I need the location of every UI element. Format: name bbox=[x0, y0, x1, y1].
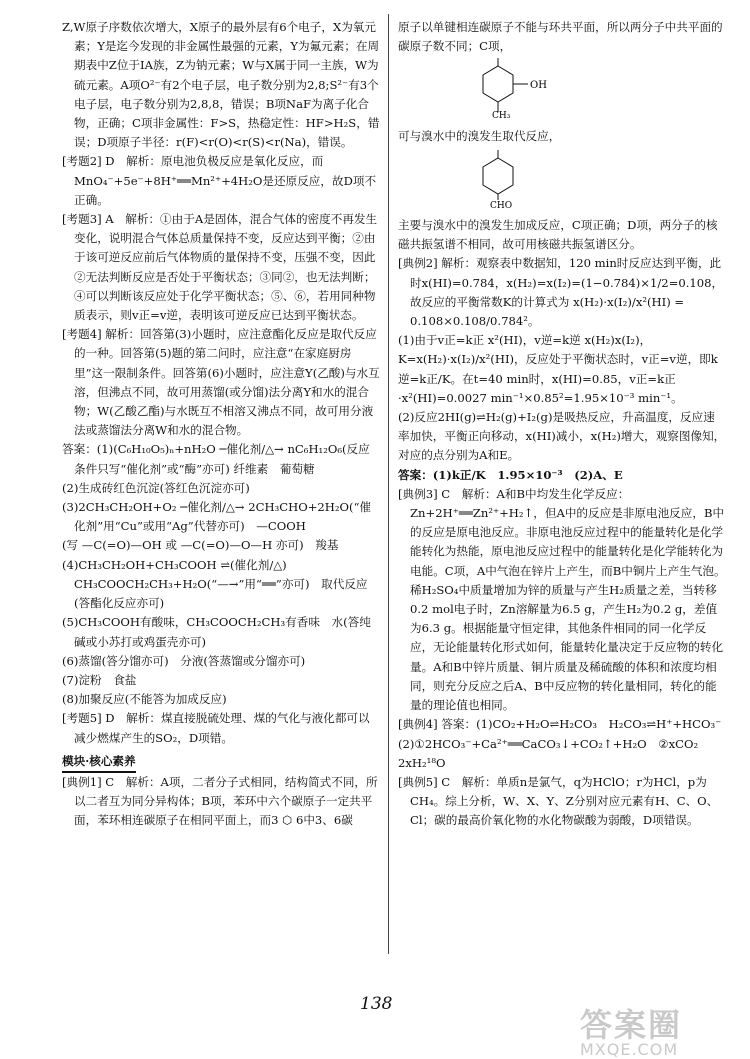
svg-text:OH: OH bbox=[530, 80, 547, 92]
right-column bbox=[398, 18, 726, 831]
example-1-thymol-text: 可与溴水中的溴发生取代反应， bbox=[398, 128, 561, 143]
answer-1: 答案：(1)(C₆H₁₀O₅)ₙ+nH₂O ─催化剂/△→ nC₆H₁₂O₆(反应条件只写“催化剂”或“酶”亦可) 纤维素 葡萄糖 bbox=[62, 442, 370, 476]
example-5: [典例5] C 解析：单质n是氯气，q为HClO；r为HCl，p为CH₄。综上分析，W、X、Y、Z分别对应元素有H、C、O、Cl；碳的最高价氧化物的水化物碳酸为弱酸，D项错误。 bbox=[398, 774, 719, 828]
exam-question-4: [考题4] 解析：回答第(3)小题时，应注意酯化反应是取代反应的一种。回答第(5)题的第二问时，应注意“在家庭厨房里”这一限制条件。回答第(6)小题时，应注意Y(乙酸)与水互溶，但沸点不同，故可用蒸馏(或分馏)法分离Y和水的混合物；W(乙酸乙酯)与水既互不相溶又沸点不同，故可用分液法或蒸馏法分离W和水的混合物。 bbox=[62, 327, 380, 438]
example-2-part-2: (2)反应2HI(g)⇌H₂(g)+I₂(g)是吸热反应，升高温度，反应速率加快，平衡正向移动，x(HI)减小，x(H₂)增大，观察图像知，对应的点分别为A和E。 bbox=[398, 410, 726, 463]
example-1-conclusion: 主要与溴水中的溴发生加成反应，C项正确；D项，两分子的核磁共振氢谱不相同，故可用核磁共振氢谱区分。 bbox=[398, 218, 718, 252]
example-1: [典例1] C 解析：A项，二者分子式相同，结构简式不同，所以二者互为同分异构体；B项，苯环中六个碳原子一定共平面，苯环相连碳原子在相同平面上，而3 ⬡ 6中3、6碳 bbox=[62, 774, 378, 828]
watermark-big-text: 答案圈 bbox=[580, 1006, 683, 1044]
column-divider bbox=[388, 14, 389, 954]
example-3: [典例3] C 解析：A和B中均发生化学反应：Zn+2H⁺══Zn²⁺+H₂↑，但A中的反应是非原电池反应，B中的反应是原电池反应。非原电池反应过程中的能量转化是化学能转化为热能，原电池反应过程中的能量转化是化学能转化为电能。C项，A中气泡在锌片上产生，而B中铜片上产生气泡。稀H₂SO₄中质量增加为锌的质量与产生H₂质量之差，当转移0.2 mol电子时，Zn溶解量为6.5 g，产生H₂为0.2 g，差值为6.3 g。根据能量守恒定律，其他条件相同的同一化学反应，无论能量转化形式如何，能量转化量决定于反应物的转化量。A和B中锌片质量、铜片质量及稀硫酸的体积和浓度均相同，则充分反应之后A、B中反应物的转化量相同，转化的能量的理论值也相同。 bbox=[398, 486, 726, 713]
answer-6: (6)蒸馏(答分馏亦可) 分液(答蒸馏或分馏亦可) bbox=[62, 653, 306, 668]
svg-text:CHO: CHO bbox=[490, 200, 513, 208]
svg-text:CH₃: CH₃ bbox=[492, 111, 511, 119]
molecule-thymol-structure bbox=[398, 58, 598, 118]
paragraph-element-analysis: Z,W原子序数依次增大，X原子的最外层有6个电子，X为氧元素；Y是迄今发现的非金属性最强的元素，Y为氟元素；在周期表中Z位于IA族，Z为钠元素；W与X属于同一主族，W为硫元素。A项O²⁻有2个电子层，电子数分别为2,8;S²⁻有3个电子层，电子数分别为2,8,8，错误；B项NaF为离子化合物，正确；C项非金属性：F>S，热稳定性：HF>H₂S，错误；D项原子半径：r(F)<r(O)<r(S)<r(Na)，错误。 bbox=[62, 20, 380, 150]
exam-question-5: [考题5] D 解析：煤直接脱硫处理、煤的气化与液化都可以减少燃煤产生的SO₂，D项错。 bbox=[62, 711, 370, 745]
answer-8: (8)加聚反应(不能答为加成反应) bbox=[62, 692, 227, 707]
page-number: 138 bbox=[360, 994, 393, 1014]
example-4: [典例4] 答案：(1)CO₂+H₂O⇌H₂CO₃ H₂CO₃⇌H⁺+HCO₃⁻ bbox=[398, 717, 722, 732]
left-column bbox=[62, 18, 380, 831]
example-2: [典例2] 解析：观察表中数据知，120 min时反应达到平衡，此时x(HI)=0.784，x(H₂)=x(I₂)=(1−0.784)×1/2=0.108，故反应的平衡常数K的计算式为 x(H₂)·x(I₂)/x²(HI) = 0.108×0.108/0.784²。 bbox=[398, 256, 724, 329]
watermark-logo bbox=[580, 1000, 740, 1059]
answer-4: (4)CH₃CH₂OH+CH₃COOH ⇌(催化剂/△) CH₃COOCH₂CH₃+H₂O(“—→”用“══”亦可) 取代反应(答酯化反应亦可) bbox=[62, 557, 368, 611]
answer-3-carboxyl: (写 —C(=O)—OH 或 —C(=O)—O—H 亦可) 羧基 bbox=[62, 538, 339, 553]
section-heading: 模块·核心素养 bbox=[62, 752, 136, 773]
watermark-url: MXQE.COM bbox=[580, 1040, 679, 1059]
exam-question-2: [考题2] D 解析：原电池负极反应是氧化反应，而MnO₄⁻+5e⁻+8H⁺══Mn²⁺+4H₂O是还原反应，故D项不正确。 bbox=[62, 154, 377, 207]
answer-3: (3)2CH₃CH₂OH+O₂ ─催化剂/△→ 2CH₃CHO+2H₂O(“催化剂”用“Cu”或用“Ag”代替亦可) —COOH bbox=[62, 500, 372, 534]
example-4-part-2: (2)①2HCO₃⁻+Ca²⁺══CaCO₃↓+CO₂↑+H₂O ②xCO₂ 2xH₂¹⁸O bbox=[398, 736, 710, 770]
example-2-part-1: (1)由于v正=k正 x²(HI)，v逆=k逆 x(H₂)x(I₂)，K=x(H₂)·x(I₂)/x²(HI)，反应处于平衡状态时，v正=v逆，即k逆=k正/K。在t=40 min时，x(HI)=0.85，v正=k正·x²(HI)=0.0027 min⁻¹×0.85²=1.95×10⁻³ min⁻¹。 bbox=[398, 333, 718, 405]
answer-2: (2)生成砖红色沉淀(答红色沉淀亦可) bbox=[62, 480, 250, 495]
exam-question-3: [考题3] A 解析：①由于A是固体，混合气体的密度不再发生变化，说明混合气体总质量保持不变，反应达到平衡；②由于该可逆反应前后气体物质的量保持不变，压强不变，因此②无法判断反应是否处于平衡状态；③同②，也无法判断；④可以判断该反应处于化学平衡状态；⑤、⑥，若用同种物质表示，则v正=v逆，表明该可逆反应已达到平衡状态。 bbox=[62, 212, 378, 323]
example-2-answer: 答案：(1)k正/K 1.95×10⁻³ (2)A、E bbox=[398, 467, 623, 482]
example-1-continued: 原子以单键相连碳原子不能与环共平面，所以两分子中共平面的碳原子数不同；C项， bbox=[398, 20, 723, 54]
answer-7: (7)淀粉 食盐 bbox=[62, 672, 137, 687]
molecule-aldehyde-structure bbox=[398, 148, 598, 208]
answer-5: (5)CH₃COOH有酸味，CH₃COOCH₂CH₃有香味 水(答纯碱或小苏打或鸡蛋壳亦可) bbox=[62, 615, 371, 649]
